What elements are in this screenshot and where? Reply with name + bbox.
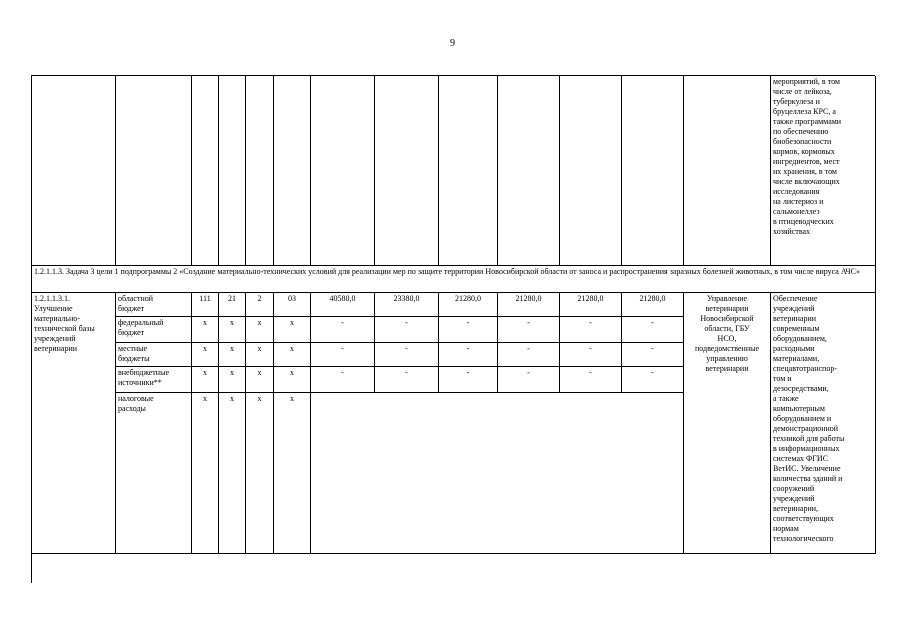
text-line: сооружений — [773, 484, 815, 493]
table-cell — [219, 76, 246, 266]
text-line: налоговые — [118, 394, 154, 403]
funding-source-cell — [116, 367, 192, 393]
amount-cell: - — [375, 367, 439, 393]
amount-cell: - — [560, 317, 622, 343]
text-line: в птицеводческих — [773, 217, 834, 226]
amount-cell: - — [498, 343, 560, 367]
responsible-executor-cell — [684, 293, 771, 554]
text-line: мероприятий, в том — [773, 77, 840, 86]
funding-source-cell — [116, 293, 192, 317]
amount-cell: 21280,0 — [560, 293, 622, 317]
funding-source-cell — [116, 343, 192, 367]
amount-cell: - — [375, 317, 439, 343]
amount-cell: - — [439, 317, 498, 343]
table-cell — [684, 76, 771, 266]
text-line: источники** — [118, 378, 162, 387]
code-cell: 03 — [274, 293, 311, 317]
text-line: количества зданий и — [773, 474, 843, 483]
text-line: бюджет — [118, 328, 145, 337]
funding-source-cell — [116, 317, 192, 343]
code-cell: x — [192, 317, 219, 343]
text-line: дезосредствами, — [773, 384, 829, 393]
amount-cell: - — [498, 367, 560, 393]
text-line: по обеспечению — [773, 127, 829, 136]
text-line: Новосибирской — [700, 314, 754, 323]
code-cell: x — [219, 317, 246, 343]
text-line: технологического — [773, 534, 834, 543]
text-line: материально- — [34, 314, 80, 323]
text-line: биобезопасности — [773, 137, 832, 146]
amount-cell: - — [622, 317, 684, 343]
text-line: расходными — [773, 344, 815, 353]
text-line: числе включающих — [773, 177, 840, 186]
table-cell — [560, 76, 622, 266]
text-line: управлению — [706, 354, 748, 363]
amount-cell: - — [622, 367, 684, 393]
text-line: ветеринарии — [705, 364, 749, 373]
text-line: системах ФГИС — [773, 454, 829, 463]
text-line: оборудованием, — [773, 334, 827, 343]
text-line: подведомственные — [694, 344, 760, 353]
code-cell: x — [274, 393, 311, 554]
text-line: а также — [773, 394, 799, 403]
text-line: Управление — [706, 294, 748, 303]
text-line: числе от лейкоза, — [773, 87, 832, 96]
amount-cell: - — [560, 343, 622, 367]
text-line: их хранения, в том — [773, 167, 837, 176]
text-line: местные — [118, 344, 148, 353]
expected-result-cell-continued — [771, 76, 876, 266]
amount-cell: - — [439, 343, 498, 367]
code-cell: 2 — [246, 293, 274, 317]
text-line: ветеринарии — [34, 344, 78, 353]
amount-cell: 21280,0 — [498, 293, 560, 317]
amount-cell: - — [311, 367, 375, 393]
measure-name-cell — [32, 293, 116, 554]
amount-cell: - — [560, 367, 622, 393]
code-cell: x — [192, 393, 219, 554]
amount-cell: - — [439, 367, 498, 393]
text-line: Улучшение — [34, 304, 73, 313]
text-line: ветеринарии — [705, 304, 749, 313]
text-line: ветеринарии — [773, 314, 817, 323]
table-cell — [311, 393, 684, 554]
code-cell: x — [192, 343, 219, 367]
text-line: ветеринарии, — [773, 504, 819, 513]
text-line: техникой для работы — [773, 434, 845, 443]
text-line: материалами, — [773, 354, 820, 363]
amount-cell: - — [498, 317, 560, 343]
code-cell: 111 — [192, 293, 219, 317]
text-line: учреждений — [34, 334, 76, 343]
table-cell — [622, 76, 684, 266]
text-line: Обеспечение — [773, 294, 818, 303]
table-cell — [311, 76, 375, 266]
text-line: на листериоз и — [773, 197, 824, 206]
text-line: ВетИС. Увеличение — [773, 464, 841, 473]
code-cell: 21 — [219, 293, 246, 317]
amount-cell: - — [375, 343, 439, 367]
text-line: также программами — [773, 117, 842, 126]
code-cell: x — [246, 343, 274, 367]
text-line: внебюджетные — [118, 368, 169, 377]
amount-cell: - — [622, 343, 684, 367]
funding-source-cell — [116, 393, 192, 554]
amount-cell: - — [311, 317, 375, 343]
text-line: бруцеллеза КРС, а — [773, 107, 836, 116]
page-number: 9 — [450, 38, 455, 49]
amount-cell: 21280,0 — [439, 293, 498, 317]
table-cell — [375, 76, 439, 266]
table-cell — [32, 76, 116, 266]
amount-cell: - — [311, 343, 375, 367]
amount-cell: 23380,0 — [375, 293, 439, 317]
table-cell — [498, 76, 560, 266]
text-line: 1.2.1.1.3.1. — [34, 294, 70, 303]
amount-cell: 21280,0 — [622, 293, 684, 317]
code-cell: x — [219, 393, 246, 554]
text-line: технической базы — [34, 324, 95, 333]
code-cell: x — [192, 367, 219, 393]
expected-result-cell — [771, 293, 876, 554]
code-cell: x — [274, 317, 311, 343]
text-line: том и — [773, 374, 792, 383]
text-line: ингредиентов, мест — [773, 157, 840, 166]
text-line: туберкулеза и — [773, 97, 820, 106]
text-line: в информационных — [773, 444, 840, 453]
text-line: хозяйствах — [773, 227, 811, 236]
text-line: федеральный — [118, 318, 164, 327]
table-cell — [192, 76, 219, 266]
code-cell: x — [274, 343, 311, 367]
text-line: современным — [773, 324, 820, 333]
table-cell — [246, 76, 274, 266]
text-line: бюджеты — [118, 354, 150, 363]
text-line: областной — [118, 294, 154, 303]
task-header-text: 1.2.1.1.3. Задача 3 цели 1 подпрограммы 2 «Создание материально-технических условий для реализации мер по защите территории Новосибирской области от заноса и распространения заразных болезней животных, в том числе вируса АЧС» — [34, 267, 860, 276]
text-line: НСО, — [717, 334, 737, 343]
amount-cell: 40580,0 — [311, 293, 375, 317]
text-line: учреждений — [773, 304, 815, 313]
text-line: нормам — [773, 524, 799, 533]
table-cell — [116, 76, 192, 266]
code-cell: x — [219, 343, 246, 367]
text-line: демонстрационной — [773, 424, 839, 433]
table-cell — [274, 76, 311, 266]
text-line: сальмонеллез — [773, 207, 820, 216]
code-cell: x — [246, 367, 274, 393]
text-line: области, ГБУ — [704, 324, 750, 333]
text-line: спецавтотранспор- — [773, 364, 837, 373]
text-line: учреждений — [773, 494, 815, 503]
measures-table — [31, 75, 875, 583]
text-line: оборудованием и — [773, 414, 832, 423]
text-line: соответствующих — [773, 514, 834, 523]
text-line: компьютерным — [773, 404, 825, 413]
text-line: исследования — [773, 187, 820, 196]
text-line: кормов, кормовых — [773, 147, 835, 156]
task-header-cell — [32, 266, 876, 293]
code-cell: x — [274, 367, 311, 393]
text-line: расходы — [118, 404, 146, 413]
text-line: бюджет — [118, 304, 145, 313]
table-cell — [439, 76, 498, 266]
code-cell: x — [219, 367, 246, 393]
code-cell: x — [246, 317, 274, 343]
code-cell: x — [246, 393, 274, 554]
